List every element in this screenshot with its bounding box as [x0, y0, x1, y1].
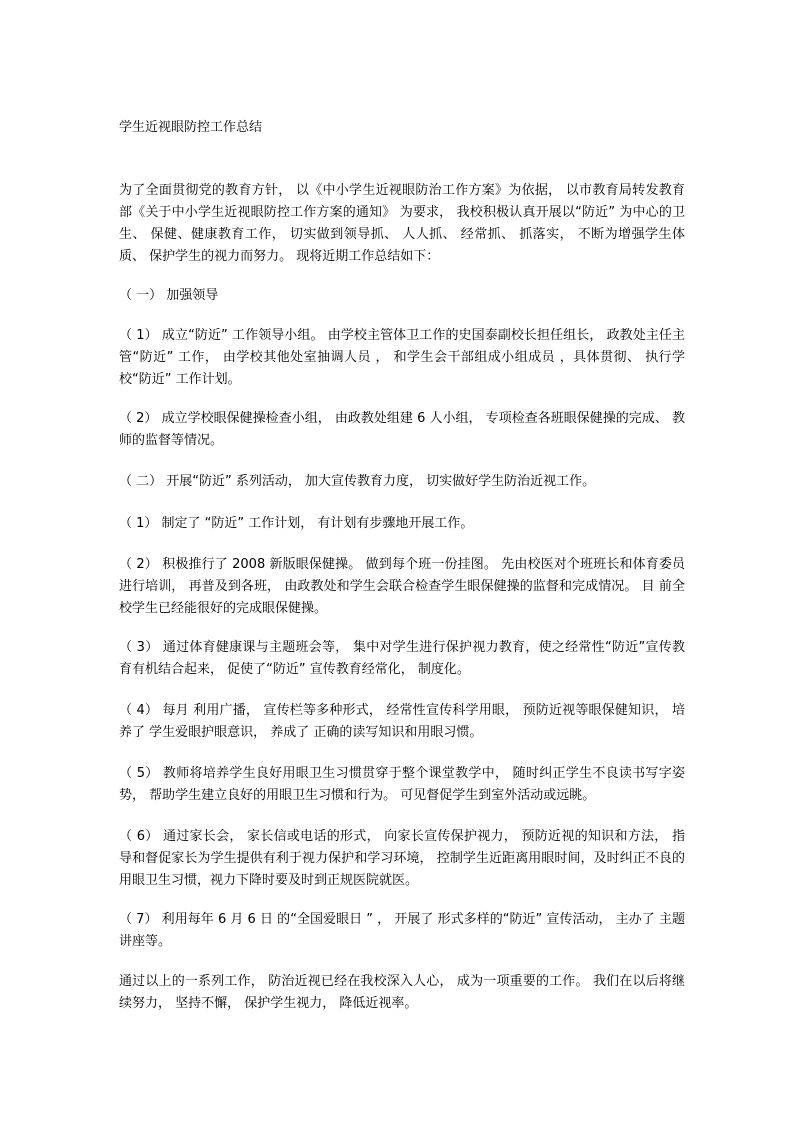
section2-item-1: （ 1） 制定了 “防近” 工作计划， 有计划有步骤地开展工作。	[119, 516, 474, 531]
section2-item-2: （ 2） 积极推行了 2008 新版眼保健操。 做到每个班一份挂图。 先由校医对个班班长和体育委员 进行培训， 再普及到各班， 由政教处和学生会联合检查学生眼保健操的监督和完成情况。 目 前全校学生已经能很好的完成眼保健操。	[119, 557, 685, 616]
section2-item-4: （ 4） 每月 利用广播， 宣传栏等多种形式， 经常性宣传科学用眼， 预防近视等眼保健知识， 培养了 学生爱眼护眼意识， 养成了 正确的读写知识和用眼习惯。	[119, 703, 685, 740]
section2-item-6: （ 6） 通过家长会， 家长信或电话的形式， 向家长宣传保护视力， 预防近视的知识和方法， 指导和督促家长为学生提供有利于视力保护和学习环境， 控制学生近距离用眼时间，及时纠正不良的用眼卫生习惯，视力下降时要及时到正规医院就医。	[119, 829, 685, 888]
section2-item-3: （ 3） 通过体育健康课与主题班会等， 集中对学生进行保护视力教育，使之经常性“防近”宣传教育有机结合起来， 促使了“防近” 宣传教育经常化， 制度化。	[119, 640, 685, 677]
intro-paragraph: 为了全面贯彻党的教育方针， 以《中小学生近视眼防治工作方案》为依据， 以市教育局转发教育部《关于中小学生近视眼防控工作方案的通知》 为要求， 我校积极认真开展以“防近” 为中心的卫生、 保健、健康教育工作， 切实做到领导抓、 人人抓、 经常抓、 抓落实， 不断为增强学生体质、 保护学生的视力而努力。 现将近期工作总结如下：	[119, 183, 685, 264]
section1-item-1: （ 1） 成立“防近” 工作领导小组。 由学校主管体卫工作的史国泰副校长担任组长， 政教处主任主管“防近” 工作， 由学校其他处室抽调人员 ， 和学生会干部组成小组成员 ，具体贯彻、 执行学校“防近” 工作计划。	[119, 328, 685, 387]
conclusion-paragraph: 通过以上的一系列工作， 防治近视已经在我校深入人心， 成为一项重要的工作。 我们在以后将继续努力， 坚持不懈， 保护学生视力， 降低近视率。	[119, 974, 685, 1011]
section-heading-1: （ 一） 加强领导	[119, 288, 219, 303]
section1-item-2: （ 2） 成立学校眼保健操检查小组， 由政教处组建 6 人小组， 专项检查各班眼保健操的完成、 教师的监督等情况。	[119, 411, 685, 448]
section-heading-2: （ 二） 开展“防近” 系列活动， 加大宣传教育力度， 切实做好学生防治近视工作。	[119, 474, 596, 489]
section2-item-5: （ 5） 教师将培养学生良好用眼卫生习惯贯穿于整个课堂教学中， 随时纠正学生不良读书写字姿势， 帮助学生建立良好的用眼卫生习惯和行为。 可见督促学生到室外活动或远眺。	[119, 766, 685, 803]
document-title: 学生近视眼防控工作总结	[119, 120, 263, 135]
section2-item-7: （ 7） 利用每年 6 月 6 日 的“全国爱眼日 ” ， 开展了 形式多样的“防近” 宣传活动， 主办了 主题讲座等。	[119, 912, 685, 949]
